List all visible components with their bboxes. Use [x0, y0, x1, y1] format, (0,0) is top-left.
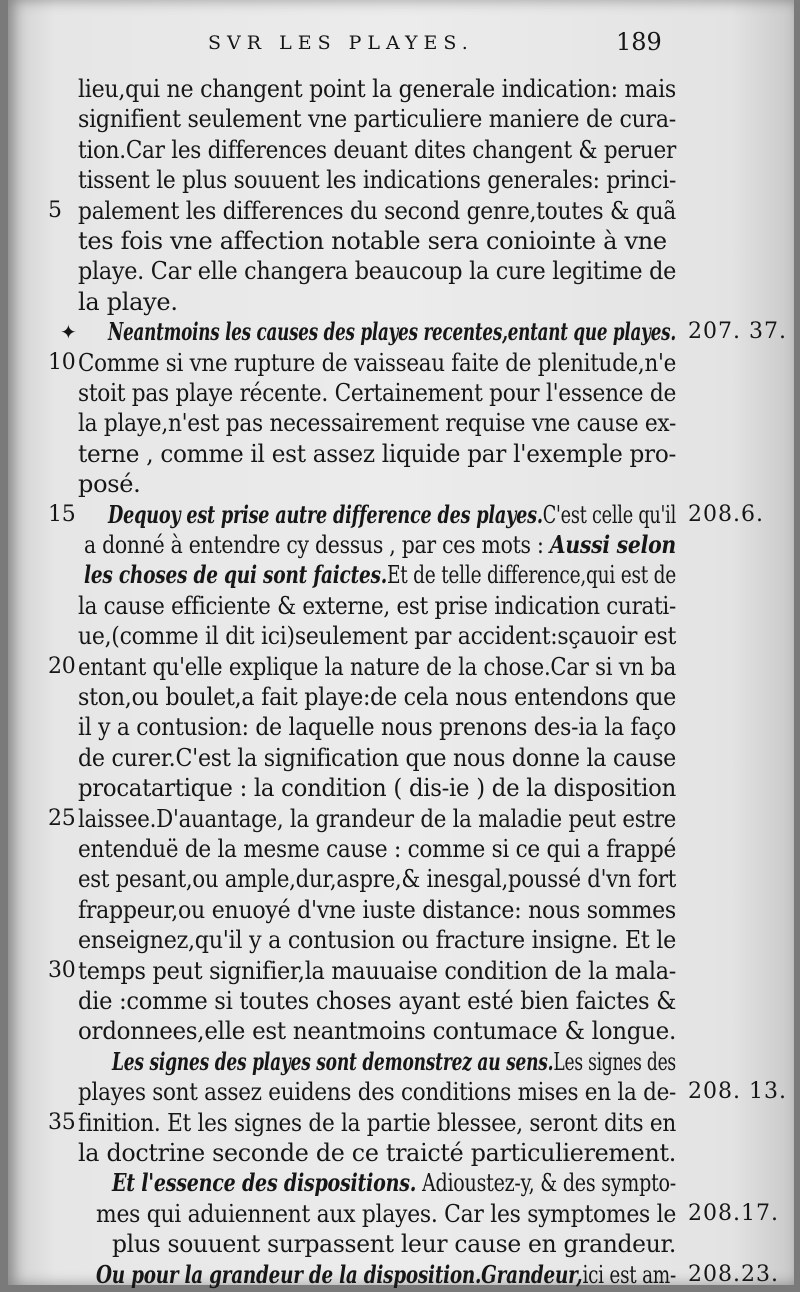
line-text: [78, 437, 676, 471]
text-segment: ici est am-: [582, 1260, 676, 1289]
text-line: [8, 346, 794, 380]
running-head: [8, 28, 794, 60]
text-line: [8, 650, 794, 684]
book-page: [8, 0, 794, 1289]
italic-lemma: Ou pour la grandeur de la disposition.Grandeur,: [96, 1259, 583, 1289]
line-text: [96, 1197, 676, 1231]
text-line: [8, 102, 794, 136]
line-text: [108, 315, 676, 349]
line-text: [112, 1166, 676, 1200]
text-line: [8, 194, 794, 228]
line-text: [112, 1227, 676, 1261]
text-line: [8, 406, 794, 440]
text-segment: stoit pas playe récente. Certainement pour l'essence de: [78, 379, 677, 407]
running-head-title: SVR LES PLAYES.: [208, 32, 474, 54]
text-line: [8, 1166, 794, 1200]
text-line: [8, 893, 794, 927]
line-text: [78, 285, 178, 319]
line-text: [78, 376, 676, 410]
text-segment: la doctrine seconde de ce traicté particulierement.: [78, 1139, 677, 1167]
text-segment: est pesant,ou ample,dur,aspre,& inesgal,poussé d'vn fort: [78, 865, 676, 894]
italic-lemma: Aussi selon: [549, 530, 676, 559]
text-line: [8, 1197, 794, 1231]
text-segment: frappeur,ou enuoyé d'vne iuste distance: nous sommes: [78, 895, 676, 924]
line-number: 10: [48, 349, 76, 375]
text-segment: mes qui aduiennent aux playes. Car les symptomes le: [96, 1199, 677, 1228]
line-text: [78, 954, 676, 988]
text-segment: a donné à entendre cy dessus , par ces mots :: [84, 531, 550, 559]
line-text: [108, 498, 676, 532]
marginal-reference: 207. 37.: [688, 319, 787, 345]
text-line: [8, 710, 794, 744]
text-line: [8, 467, 794, 501]
line-text: [78, 802, 676, 836]
text-segment: laissee.D'auantage, la grandeur de la maladie peut estre: [78, 804, 676, 833]
line-text: [78, 710, 676, 744]
text-segment: la cause efficiente & externe, est prise indication curati-: [78, 591, 676, 620]
text-segment: enseignez,qu'il y a contusion ou fracture insigne. Et le: [78, 926, 676, 955]
text-line: [8, 72, 794, 106]
line-text: [78, 984, 676, 1018]
text-segment: die :comme si toutes choses ayant esté bien faictes &: [78, 987, 677, 1015]
line-text: [96, 1258, 676, 1292]
text-line: [8, 254, 794, 288]
italic-lemma: Les signes des playes sont demonstrez au sens.: [112, 1046, 554, 1076]
line-text: [78, 1075, 676, 1109]
text-segment: lieu,qui ne changent point la generale indication: mais: [78, 75, 676, 103]
text-line: [8, 1075, 794, 1109]
line-text: [78, 862, 676, 896]
text-segment: ue,(comme il dit ici)seulement par accident:sçauoir est: [78, 622, 677, 651]
line-text: [78, 741, 676, 775]
text-line: [8, 1106, 794, 1140]
marginal-reference: 208.23.: [688, 1261, 779, 1287]
text-line: [8, 528, 794, 562]
text-line: [8, 589, 794, 623]
text-line: [8, 376, 794, 410]
text-segment: playes sont assez euidens des conditions mises en la de-: [78, 1078, 677, 1107]
marginal-reference: 208.6.: [688, 501, 764, 527]
text-line: [8, 923, 794, 957]
text-line: [8, 498, 794, 532]
text-line: [8, 558, 794, 592]
line-number: 15: [48, 501, 76, 527]
line-number: 35: [48, 1109, 76, 1135]
text-segment: la playe.: [78, 287, 178, 316]
text-segment: la playe,n'est pas necessairement requise vne cause ex-: [78, 409, 677, 438]
text-segment: procatartique : la condition ( dis-ie ) de la disposition: [78, 774, 676, 803]
line-text: [84, 528, 676, 562]
line-text: [112, 1045, 676, 1079]
text-line: [8, 1227, 794, 1261]
text-segment: C'est celle qu'il: [542, 500, 677, 529]
line-text: [78, 72, 676, 106]
line-number: 20: [48, 653, 76, 679]
text-line: [8, 862, 794, 896]
text-segment: temps peut signifier,la mauuaise condition de la mala-: [78, 956, 677, 985]
text-segment: posé.: [78, 470, 141, 499]
line-text: [78, 102, 676, 136]
text-line: [8, 832, 794, 866]
line-text: [84, 558, 676, 592]
text-line: [8, 133, 794, 167]
line-text: [78, 771, 676, 805]
text-line: [8, 285, 794, 319]
text-line: [8, 1014, 794, 1048]
text-line: [8, 1258, 794, 1292]
text-line: [8, 1136, 794, 1170]
line-text: [78, 893, 676, 927]
text-line: [8, 315, 794, 349]
text-segment: Adioustez-y, & des sympto-: [416, 1169, 677, 1198]
text-segment: ordonnees,elle est neantmoins contumace & longue.: [78, 1017, 676, 1046]
text-line: [8, 984, 794, 1018]
text-segment: ston,ou boulet,a fait playe:de cela nous entendons que: [78, 683, 677, 711]
text-segment: finition. Et les signes de la partie blessee, seront dits en: [78, 1108, 677, 1137]
line-text: [78, 1136, 676, 1170]
line-text: [78, 133, 676, 167]
text-line: [8, 954, 794, 988]
text-segment: entenduë de la mesme cause : comme si ce qui a frappé: [78, 835, 677, 863]
line-text: [78, 923, 676, 957]
text-line: [8, 224, 794, 258]
italic-lemma: les choses de qui sont faictes.: [84, 560, 387, 590]
italic-lemma: Dequoy est prise autre difference des playes.: [108, 499, 543, 529]
line-text: [78, 346, 676, 380]
line-text: [78, 406, 676, 440]
text-segment: entant qu'elle explique la nature de la chose.Car si vn ba: [78, 652, 677, 681]
text-line: [8, 741, 794, 775]
text-segment: Comme si vne rupture de vaisseau faite de plenitude,n'e: [78, 348, 677, 377]
line-text: [78, 1106, 676, 1140]
text-segment: de curer.C'est la signification que nous donne la cause: [78, 743, 677, 772]
line-text: [78, 254, 676, 288]
marginal-mark: ✦: [60, 320, 77, 345]
line-text: [78, 832, 676, 866]
text-line: [8, 163, 794, 197]
line-text: [78, 589, 676, 623]
italic-lemma: Neantmoins les causes des playes recentes,entant que playes.: [108, 317, 676, 347]
line-number: 30: [48, 957, 76, 983]
line-text: [78, 650, 676, 684]
line-text: [78, 194, 676, 228]
page-number: 189: [616, 28, 662, 56]
text-segment: plus souuent surpassent leur cause en grandeur.: [112, 1230, 676, 1259]
text-segment: Les signes des: [553, 1047, 676, 1076]
line-number: 25: [48, 805, 76, 831]
text-line: [8, 680, 794, 714]
line-text: [78, 224, 667, 258]
italic-lemma: Et l'essence des dispositions.: [112, 1168, 417, 1198]
text-segment: tissent le plus souuent les indications generales: princi-: [78, 166, 677, 195]
line-text: [78, 163, 676, 197]
text-segment: Et de telle difference,qui est de: [386, 561, 677, 590]
text-line: [8, 802, 794, 836]
marginal-reference: 208.17.: [688, 1200, 779, 1226]
text-line: [8, 619, 794, 653]
text-segment: tes fois vne affection notable sera coniointe à vne: [78, 227, 667, 255]
marginal-reference: 208. 13.: [688, 1079, 787, 1105]
text-segment: palement les differences du second genre,toutes & quã: [78, 196, 676, 225]
line-number: 5: [48, 197, 62, 223]
text-segment: il y a contusion: de laquelle nous prenons des-ia la faço: [78, 713, 677, 742]
text-segment: terne , comme il est assez liquide par l'exemple pro-: [78, 439, 676, 468]
text-segment: tion.Car les differences deuant dites changent & peruer: [78, 135, 676, 164]
text-segment: playe. Car elle changera beaucoup la cure legitime de: [78, 257, 677, 286]
line-text: [78, 467, 140, 501]
text-line: [8, 437, 794, 471]
text-segment: signifient seulement vne particuliere maniere de cura-: [78, 105, 676, 134]
text-line: [8, 771, 794, 805]
line-text: [78, 680, 676, 714]
line-text: [78, 1014, 676, 1048]
text-line: [8, 1045, 794, 1079]
line-text: [78, 619, 676, 653]
